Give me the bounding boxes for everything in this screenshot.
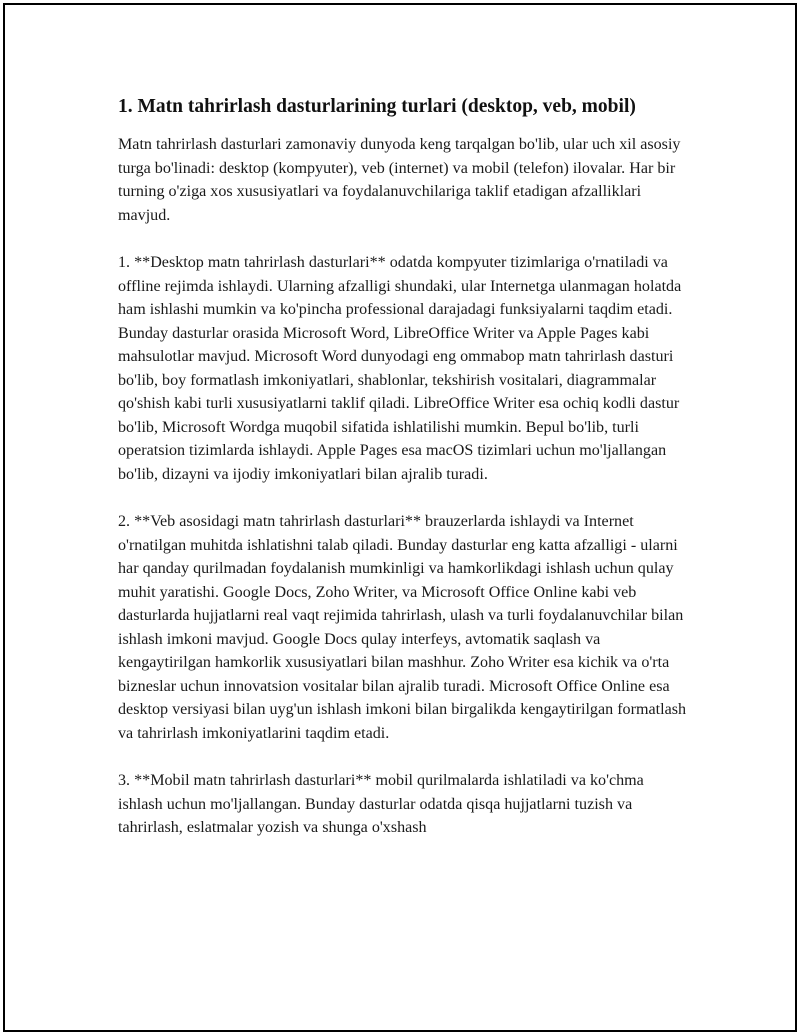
mobile-editors-paragraph: 3. **Mobil matn tahrirlash dasturlari** mobil qurilmalarda ishlatiladi va ko'chma ishlash uchun mo'ljallangan. Bunday dasturlar odatda qisqa hujjatlarni tuzish va tahrirlash, eslatmalar yozish va shunga o'xshash: [118, 772, 644, 836]
document-body: [118, 94, 688, 864]
web-editors-paragraph: 2. **Veb asosidagi matn tahrirlash dasturlari** brauzerlarda ishlaydi va Internet o'rnatilgan muhitda ishlatishni talab qiladi. Bunday dasturlar eng katta afzalligi - ularni har qanday qurilmadan foydalanish mumkinligi va hamkorlikdagi ishlash uchun qulay muhit yaratishi. Google Docs, Zoho Writer, va Microsoft Office Online kabi veb dasturlarda hujjatlarni real vaqt rejimida tahrirlash, ulash va turli foydalanuvchilar bilan ishlash imkoni mavjud. Google Docs qulay interfeys, avtomatik saqlash va kengaytirilgan hamkorlik xususiyatlari bilan mashhur. Zoho Writer esa kichik va o'rta bizneslar uchun innovatsion vositalar bilan ajralib turadi. Microsoft Office Online esa desktop versiyasi bilan uyg'un ishlash imkoni bilan birgalikda kengaytirilgan formatlash va tahrirlash imkoniyatlarini taqdim etadi.: [118, 513, 687, 742]
desktop-editors-paragraph: 1. **Desktop matn tahrirlash dasturlari** odatda kompyuter tizimlariga o'rnatiladi va offline rejimda ishlaydi. Ularning afzalligi shundaki, ular Internetga ulanmagan holatda ham ishlashi mumkin va ko'pincha professional darajadagi funksiyalarni taqdim etadi. Bunday dasturlar orasida Microsoft Word, LibreOffice Writer va Apple Pages kabi mahsulotlar mavjud. Microsoft Word dunyodagi eng ommabop matn tahrirlash dasturi bo'lib, boy formatlash imkoniyatlari, shablonlar, tekshirish vositalari, diagrammalar qo'shish kabi turli xususiyatlarni taklif qiladi. LibreOffice Writer esa ochiq kodli dastur bo'lib, Microsoft Wordga muqobil sifatida ishlatilishi mumkin. Bepul bo'lib, turli operatsion tizimlarda ishlaydi. Apple Pages esa macOS tizimlari uchun mo'ljallangan bo'lib, dizayni va ijodiy imkoniyatlari bilan ajralib turadi.: [118, 254, 682, 483]
intro-paragraph: Matn tahrirlash dasturlari zamonaviy dunyoda keng tarqalgan bo'lib, ular uch xil asosiy turga bo'linadi: desktop (kompyuter), veb (internet) va mobil (telefon) ilovalar. Har bir turning o'ziga xos xususiyatlari va foydalanuvchilariga taklif etadigan afzalliklari mavjud.: [118, 136, 681, 224]
section-title: 1. Matn tahrirlash dasturlarining turlari (desktop, veb, mobil): [118, 96, 636, 117]
